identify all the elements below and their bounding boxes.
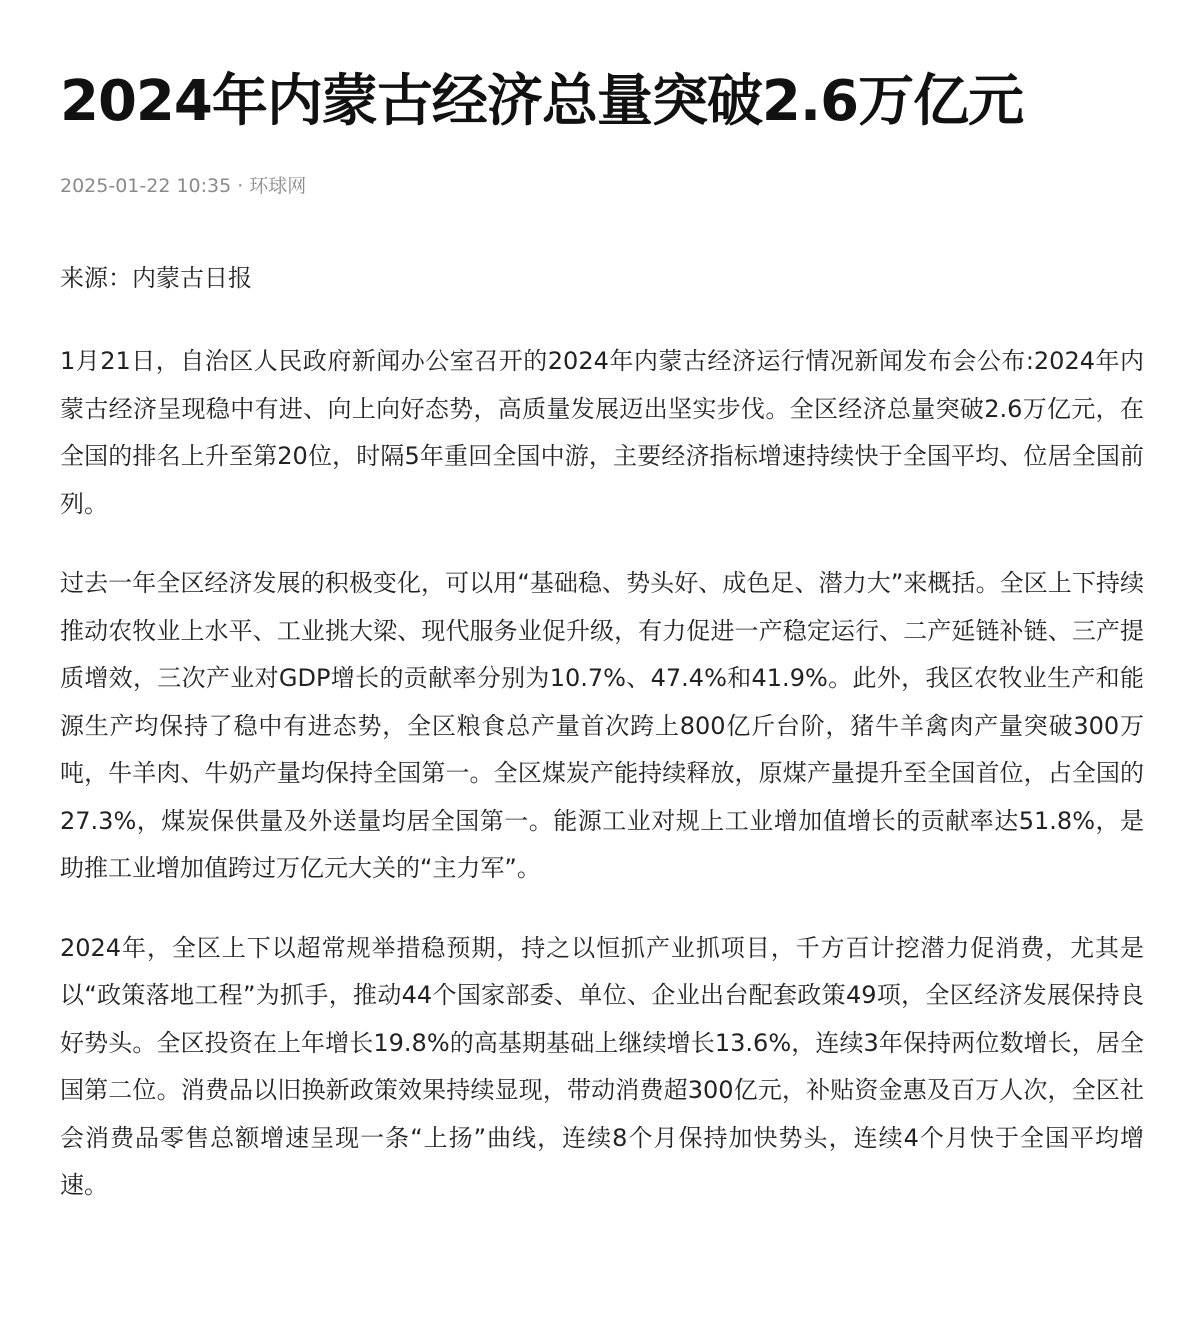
publisher-name: 环球网: [249, 175, 307, 197]
meta-separator: ·: [237, 175, 244, 197]
article-title: 2024年内蒙古经济总量突破2.6万亿元: [60, 69, 1024, 134]
article-meta: [60, 172, 1144, 200]
publish-datetime: 2025-01-22 10:35: [60, 175, 232, 197]
article-paragraph: 2024年，全区上下以超常规举措稳预期，持之以恒抓产业抓项目，千方百计挖潜力促消费，尤其是以“政策落地工程”为抓手，推动44个国家部委、单位、企业出台配套政策49项，全区经济发展保持良好势头。全区投资在上年增长19.8%的高基期基础上继续增长13.6%，连续3年保持两位数增长，居全国第二位。消费品以旧换新政策效果持续显现，带动消费超300亿元，补贴资金惠及百万人次，全区社会消费品零售总额增速呈现一条“上扬”曲线，连续8个月保持加快势头，连续4个月快于全国平均增速。: [60, 933, 1144, 1199]
article-paragraph: 1月21日，自治区人民政府新闻办公室召开的2024年内蒙古经济运行情况新闻发布会公布:2024年内蒙古经济呈现稳中有进、向上向好态势，高质量发展迈出坚实步伐。全区经济总量突破2.6万亿元，在全国的排名上升至第20位，时隔5年重回全国中游，主要经济指标增速持续快于全国平均、位居全国前列。: [60, 347, 1144, 518]
source-line: 来源：内蒙古日报: [60, 264, 252, 292]
article-paragraph: 过去一年全区经济发展的积极变化，可以用“基础稳、势头好、成色足、潜力大”来概括。全区上下持续推动农牧业上水平、工业挑大梁、现代服务业促升级，有力促进一产稳定运行、二产延链补链、三产提质增效，三次产业对GDP增长的贡献率分别为10.7%、47.4%和41.9%。此外，我区农牧业生产和能源生产均保持了稳中有进态势，全区粮食总产量首次跨上800亿斤台阶，猪牛羊禽肉产量突破300万吨，牛羊肉、牛奶产量均保持全国第一。全区煤炭产能持续释放，原煤产量提升至全国首位，占全国的27.3%，煤炭保供量及外送量均居全国第一。能源工业对规上工业增加值增长的贡献率达51.8%，是助推工业增加值跨过万亿元大关的“主力军”。: [60, 569, 1144, 882]
